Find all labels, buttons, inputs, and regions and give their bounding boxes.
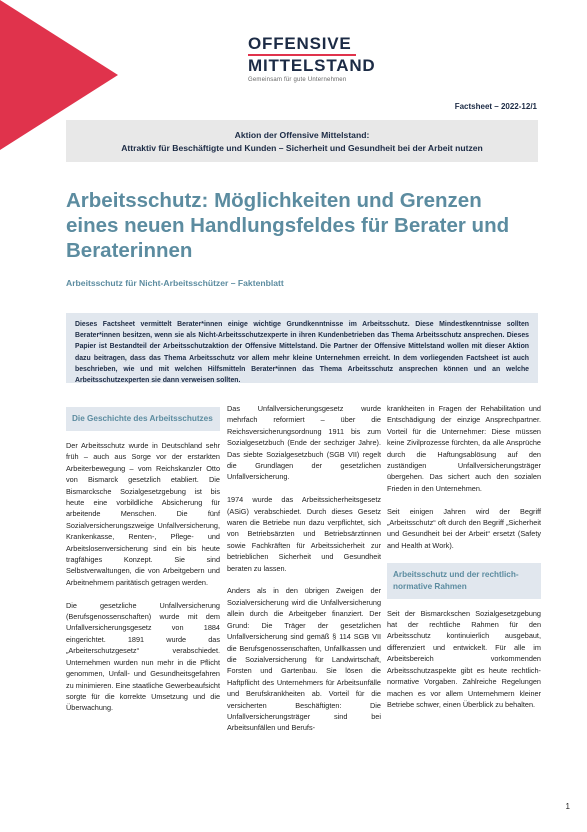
- aktion-line-2: Attraktiv für Beschäftigte und Kunden – Sicherheit und Gesundheit bei der Arbeit nutzen: [121, 143, 483, 153]
- page-number: 1: [565, 802, 570, 811]
- paragraph: Anders als in den übrigen Zweigen der Sozialversicherung wird die Unfallversicherung allein durch die Arbeitgeber finanziert. Der Grund: Die Träger der gesetzlichen Unfallversicherung sind gemäß § 114 SGB VII die Berufsgenossenschaften, Unfallkassen und die Sozialversicherung für Landwirtschaft, Forsten und Gartenbau. Sie lösen die Haftpflicht des Unternehmers für Arbeitsunfälle und Berufskrankheiten ab. Vorteil für die versicherten Beschäftigten: Die Unfallversicherungsträger sind bei Arbeitsunfällen und Berufs-: [227, 586, 381, 733]
- logo-tagline: Gemeinsam für gute Unternehmen: [248, 77, 347, 83]
- factsheet-id: Factsheet – 2022-12/1: [454, 102, 537, 111]
- section-heading-geschichte: Die Geschichte des Arbeitsschutzes: [66, 407, 220, 431]
- paragraph: Seit der Bismarckschen Sozialgesetzgebung hat der rechtliche Rahmen für den Arbeitsschutz kontinuierlich ausgebaut, differenziert und entwickelt. Für alle im Arbeitsbereich vorkommenden Arbeitsschutzaspekte gibt es heute rechtlich-normative Vorgaben. Zahlreiche Regelungen machen es vor allem Unternehmern kleiner Betriebe schwer, einen Überblick zu behalten.: [387, 608, 541, 709]
- column-2: [227, 403, 381, 745]
- document-title: Arbeitsschutz: Möglichkeiten und Grenzen eines neuen Handlungsfeldes für Berater und Beraterinnen: [66, 189, 510, 262]
- aktion-line-1: Aktion der Offensive Mittelstand:: [234, 130, 370, 140]
- intro-box: Dieses Factsheet vermittelt Berater*innen einige wichtige Grundkenntnisse im Arbeitsschutz. Diese Mindestkenntnisse sollten Berater*innen besitzen, wenn sie als Nicht-Arbeitsschutzexperte in ihren Kundenbetrieben das Thema Arbeitsschutz ansprechen. Dieses Papier ist Bestandteil der Arbeitsschutzaktion der Offensive Mittelstand. Die Partner der Offensive Mittelstand wollen mit dieser Aktion dazu beitragen, dass das Thema Arbeitsschutz vor allem mehr kleine Unternehmen erreicht. In dem vorliegenden Factsheet ist auch beschrieben, wie und mit welchen Hilfsmitteln Berater*innen das Thema Arbeitsschutz ansprechen können und an welche Arbeitsschutzexperten sie dann verweisen sollten.: [66, 313, 538, 383]
- section-heading-rahmen: Arbeitsschutz und der rechtlich-normative Rahmen: [387, 563, 541, 599]
- paragraph: Das Unfallversicherungsgesetz wurde mehrfach reformiert – über die Reichsversicherungsordnung 1911 bis zum Sozialgesetzbuch (Ende der sechziger Jahre). Das siebte Sozialgesetzbuch (SGB VII) regelt die Grundlagen der gesetzlichen Unfallversicherung.: [227, 404, 381, 482]
- document-subtitle: Arbeitsschutz für Nicht-Arbeitsschützer – Faktenblatt: [66, 278, 284, 288]
- column-3: [387, 403, 541, 722]
- offensive-mittelstand-logo: [248, 35, 375, 83]
- paragraph: Seit einigen Jahren wird der Begriff „Arbeitsschutz“ oft durch den Begriff „Sicherheit und Gesundheit bei der Arbeit“ ersetzt (Safety and Health at Work).: [387, 506, 541, 550]
- paragraph: krankheiten in Fragen der Rehabilitation und Entschädigung der einzige Ansprechpartner. Vorteil für die Unternehmer: Diese müssen keine Zivilprozesse fürchten, da alle Ansprüche durch die Haftungsablösung auf den zuständigen Unfallversicherungsträger übergehen. Das sichert auch den sozialen Frieden in den Unternehmen.: [387, 404, 541, 493]
- logo-line-2: MITTELSTAND: [248, 56, 376, 75]
- paragraph: Der Arbeitsschutz wurde in Deutschland sehr früh – auch aus Sorge vor der erstarkten Arbeiterbewegung – vom Reichskanzler Otto von Bismarck gesetzlich etabliert. Die Bismarcksche Sozialgesetzgebung ist bis heute eine vorbildliche Absicherung für arbeitende Menschen. Die fünf Sozialversicherungszweige Unfallversicherung, Krankenkasse, Renten-, Pflege- und Arbeitslosenversicherung sind ein bis heute tragfähiges Konzept. Sie sind Selbstverwaltungen, die von Arbeitgebern und Arbeitnehmern paritätisch getragen werden.: [66, 441, 220, 587]
- paragraph: Die gesetzliche Unfallversicherung (Berufsgenossenschaften) wurde mit dem Unfallversicherungsgesetz von 1884 eingerichtet. 1891 wurde das „Arbeiterschutzgesetz“ verabschiedet. Unternehmen wurden nun mehr in die Pflicht genommen, Unfall- und Gesundheitsgefahren zu minimieren. Eine staatliche Gewerbeaufsicht sorgte für die korrekte Umsetzung und die Überwachung.: [66, 600, 220, 713]
- aktion-banner: [66, 120, 538, 162]
- paragraph: 1974 wurde das Arbeitssicherheitsgesetz (ASiG) verabschiedet. Durch dieses Gesetz waren die Betriebe nun dazu verpflichtet, sich von Betriebsärzten und Betriebsärztinnen sowie Fachkräften für Arbeitssicherheit zur betrieblichen Sicherheit und Gesundheit beraten zu lassen.: [227, 495, 381, 573]
- logo-line-1: OFFENSIVE: [248, 34, 352, 53]
- column-1: [66, 407, 220, 725]
